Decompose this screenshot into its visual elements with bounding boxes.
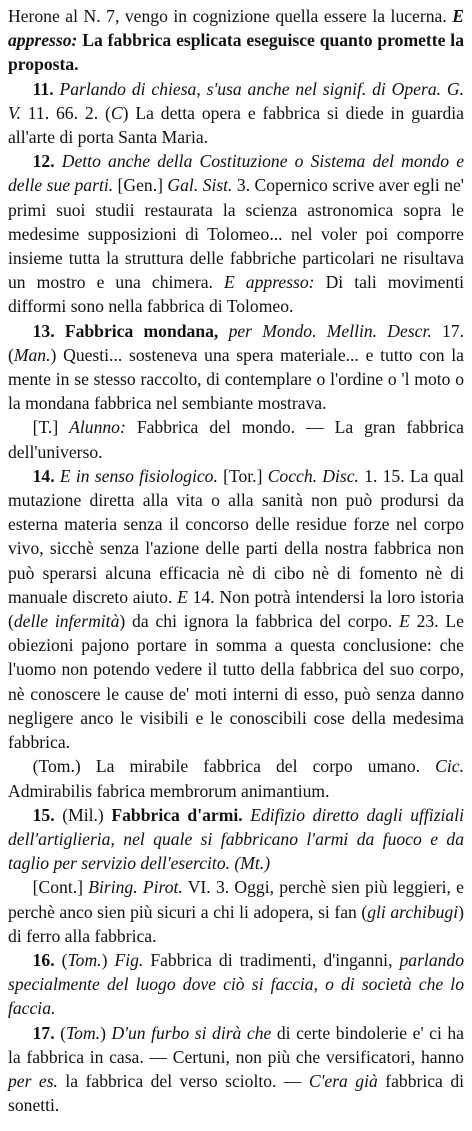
text-run: Edifizio diretto dagli uffiziali dell'artiglieria, nel quale si fabbricano l'armi da fuoco e da taglio per servizio dell'esercito. (Mt.) — [8, 804, 465, 874]
text-run: 23. Le obiezioni pajono portare in somma a questa conclusione: che l'uomo non potendo vedere il tutto della fabbrica del suo corpo, nè conoscere le cause de' moti interni di esso, può senza danno negligere anco le visibili e le conoscibili cose della medesima fabbrica. — [8, 611, 464, 753]
text-run: E in senso fisiologico. — [59, 465, 218, 486]
text-run: la fabbrica del verso sciolto. — — [57, 1070, 309, 1091]
entry-paragraph — [8, 464, 464, 754]
text-run: [Cont.] — [32, 877, 89, 898]
text-run: 12. — [32, 151, 62, 172]
text-run: [T.] — [32, 417, 70, 438]
text-run: Cocch. Disc. — [267, 465, 359, 486]
text-run: 16. — [32, 949, 62, 970]
text-run: Fabbrica di tradimenti, d'inganni, — [143, 949, 400, 970]
entry-paragraph — [8, 875, 464, 948]
text-run: ) — [100, 1022, 112, 1043]
text-run: La fabbrica esplicata eseguisce quanto promette la proposta. — [8, 30, 464, 75]
text-run: Cic. — [435, 756, 464, 777]
text-run: ) — [101, 949, 115, 970]
text-run: 14. — [32, 465, 60, 486]
text-run: Detto anche della Costituzione o Sistema del mondo e delle sue parti. — [8, 151, 465, 196]
text-run: Fig. — [114, 949, 144, 970]
text-run: Biring. Pirot. — [88, 877, 183, 898]
text-run: [Tor.] — [217, 465, 268, 486]
entry-paragraph — [8, 77, 464, 150]
text-run: delle infermità — [13, 611, 120, 632]
text-run: C — [110, 102, 123, 123]
text-run: Fabbrica del mondo. — La gran fabbrica dell'universo. — [8, 417, 464, 462]
text-run: ( — [61, 949, 68, 970]
entry-paragraph — [8, 754, 464, 802]
text-run: 17. — [32, 1022, 61, 1043]
text-run: [Gen.] — [113, 175, 168, 196]
text-run: 17. ( — [8, 320, 465, 365]
entry-paragraph — [8, 1021, 464, 1118]
entry-paragraph — [8, 415, 464, 463]
entry-paragraph — [8, 803, 464, 876]
text-run: gli archibugi — [367, 901, 459, 922]
text-run: 14. Non potrà intendersi la loro istoria ( — [8, 586, 465, 632]
text-run: fabbrica di sonetti. — [8, 1070, 464, 1116]
text-run: 3. Copernico scrive aver egli ne' primi suoi studii restaurata la scienza astronomica sopra le medesime supposizioni di Tolomeo... nel voler poi comporre insieme tutta la struttura delle fabbriche particolari ne risultava un mostro e una chimera. — [8, 175, 464, 293]
entry-paragraph — [8, 4, 464, 77]
text-run: Di tali movimenti difformi sono nella fabbrica di Tolomeo. — [8, 272, 465, 317]
entry-paragraph — [8, 948, 464, 1021]
text-run: parlando specialmente del luogo dove ciò si faccia, o di società che lo faccia. — [8, 949, 465, 1019]
text-run: E — [399, 611, 410, 632]
text-run: per es. — [8, 1070, 58, 1091]
text-run: 15. — [32, 804, 63, 825]
entry-paragraph — [8, 319, 464, 416]
text-run: per Mondo. Mellin. Descr. — [228, 320, 432, 341]
text-run: 1. 15. La qual mutazione diretta alla vita o alla sanità non può prodursi da esterna materia senza il concorso delle residue forze nel corpo vivo, sicchè senza l'azione delle parti della nostra fabbrica non può sperarsi alcuna efficacia nè di cibo nè di fomento nè di manuale discreto aiuto. — [8, 465, 464, 607]
text-run: Alunno: — [69, 417, 126, 438]
text-run: E appresso: — [8, 6, 464, 51]
text-run: (Tom.) La mirabile fabbrica del corpo umano. — [32, 756, 436, 777]
text-run: ) di ferro alla fabbrica. — [8, 901, 464, 946]
text-run: E — [177, 586, 188, 607]
text-run: Herone al N. 7, vengo in cognizione quella essere la lucerna. — [8, 6, 453, 26]
text-run: Man. — [13, 344, 51, 365]
text-run: E appresso: — [224, 272, 315, 293]
text-run: (Mil.) — [62, 804, 112, 825]
text-run: 11. 66. 2. ( — [20, 102, 111, 123]
text-run: Admirabilis fabrica membrorum animantium. — [8, 780, 330, 801]
text-run: Fabbrica d'armi. — [111, 804, 243, 825]
text-run: ) da chi ignora la fabbrica del corpo. — [119, 611, 400, 632]
text-run: di certe bindolerie e' ci ha la fabbrica in casa. — Certuni, non più che versificatori, hanno — [8, 1022, 464, 1067]
text-run: C'era già — [308, 1070, 378, 1091]
text-run: ) La detta opera e fabbrica si diede in guardia all'arte di porta Santa Maria. — [8, 102, 464, 148]
text-run: 13. Fabbrica mondana, — [32, 320, 229, 341]
text-run: 11. — [32, 78, 60, 99]
text-run: ( — [60, 1022, 67, 1043]
text-run: Tom. — [66, 1022, 101, 1043]
text-run: Gal. Sist. — [167, 175, 233, 196]
entry-paragraph — [8, 149, 464, 318]
text-run: VI. 3. Oggi, perchè sien più leggieri, e perchè anco sien più sicuri a chi li adopera, si fan ( — [8, 877, 464, 922]
text-run: ) Questi... sosteneva una spera materiale... e tutto con la mente in se stesso raccolto, di contemplare o l'ordine o 'l moto o la mondana fabbrica nel sembiante mostrava. — [8, 344, 464, 414]
text-run: Tom. — [67, 949, 102, 970]
text-run: D'un furbo si dirà che — [111, 1022, 272, 1043]
text-run: Parlando di chiesa, s'usa anche nel signif. di Opera. G. V. — [8, 78, 465, 123]
